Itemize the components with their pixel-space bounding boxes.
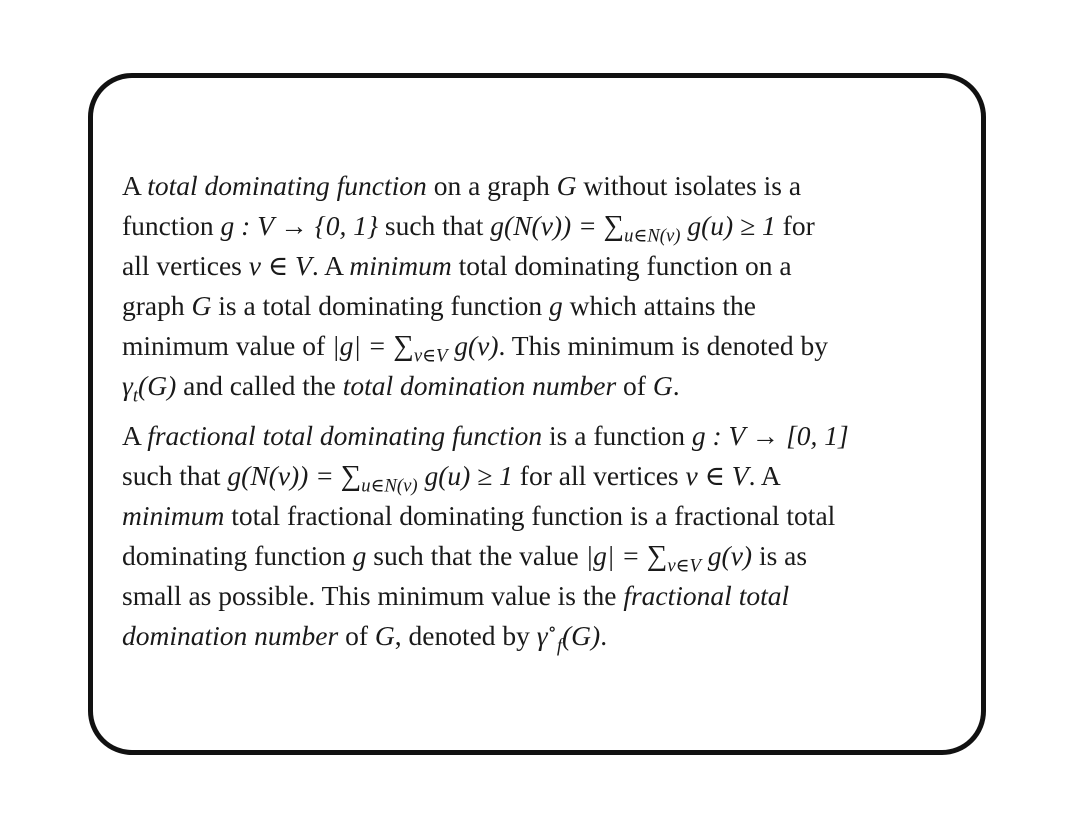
defined-term: total dominating function bbox=[147, 170, 427, 201]
text-line: all vertices v ∈ V. A minimum total dominating function on a bbox=[122, 250, 792, 281]
text-line: $\gamma_t(G)$ and called the total domination number of G. bbox=[122, 370, 680, 407]
sum-symbol: ∑ bbox=[646, 540, 668, 572]
sum-symbol: ∑ bbox=[393, 330, 414, 362]
slide-content bbox=[122, 166, 952, 666]
paragraph-fractional-total-dominating-function bbox=[122, 416, 952, 656]
text-line: function g : V → {0, 1} such that $g(N(v)) = \sum_{u\in N(v)}$ g(u) ≥ 1 for bbox=[122, 210, 815, 247]
sum-symbol: ∑ bbox=[340, 460, 362, 492]
text-line: A total dominating function on a graph G without isolates is a bbox=[122, 170, 802, 201]
text-line: A fractional total dominating function is a function g : V → [0, 1] bbox=[122, 420, 849, 451]
defined-term: total domination number bbox=[342, 370, 617, 401]
text-line: graph G is a total dominating function g which attains the bbox=[122, 290, 756, 321]
defined-term: domination number bbox=[122, 620, 339, 651]
paragraph-total-dominating-function bbox=[122, 166, 952, 406]
math-expression: g : V → {0, 1} bbox=[220, 210, 378, 241]
text-line: minimum value of $|g| = \sum_{v\in V}$ g(v). This minimum is denoted by bbox=[122, 330, 829, 367]
defined-term: minimum bbox=[349, 250, 452, 281]
defined-term: minimum bbox=[122, 500, 225, 531]
sum-symbol: ∑ bbox=[603, 210, 625, 242]
defined-term: fractional total dominating function bbox=[147, 420, 543, 451]
defined-term: fractional total bbox=[623, 580, 790, 611]
text-line: such that $g(N(v)) = \sum_{u\in N(v)}$ g(u) ≥ 1 for all vertices v ∈ V. A bbox=[122, 460, 781, 497]
text-line: small as possible. This minimum value is the fractional total bbox=[122, 580, 790, 611]
text-line: minimum total fractional dominating function is a fractional total bbox=[122, 500, 836, 531]
text-line: domination number of G, denoted by $\gamma^\circ_f(G)$. bbox=[122, 618, 608, 657]
text-line: dominating function g such that the value $|g| = \sum_{v\in V}$ g(v) is as bbox=[122, 540, 808, 577]
